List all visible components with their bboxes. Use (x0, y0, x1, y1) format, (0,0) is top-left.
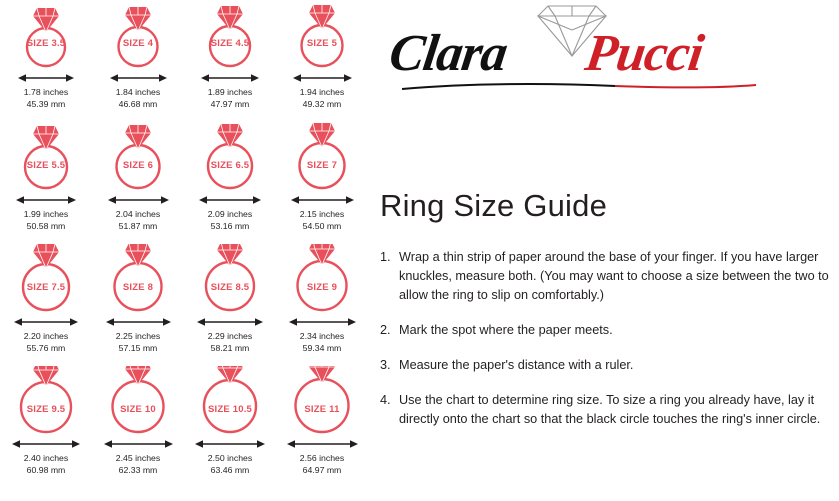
ring-illustration (0, 122, 92, 194)
size-inches: 2.20 inches (23, 331, 69, 341)
width-arrow (276, 316, 368, 328)
logo-underline (400, 82, 760, 92)
ring-illustration (92, 366, 184, 438)
ring-size-label: SIZE 5.5 (26, 160, 66, 171)
size-inches: 1.89 inches (207, 87, 253, 97)
size-measurements (184, 331, 276, 354)
size-inches: 2.45 inches (115, 453, 161, 463)
brand-name-first: Clara (385, 25, 511, 82)
width-arrow (276, 438, 368, 450)
size-mm: 51.87 mm (118, 220, 158, 231)
ring-size-label: SIZE 4.5 (210, 38, 250, 49)
size-cell (0, 244, 92, 366)
ring-illustration (276, 122, 368, 194)
ring-size-label: SIZE 9 (306, 282, 338, 293)
size-cell (92, 366, 184, 488)
size-cell (184, 122, 276, 244)
table-row (0, 366, 368, 488)
size-measurements (276, 87, 368, 110)
width-arrow (92, 72, 184, 84)
size-measurements (276, 453, 368, 476)
guide-steps (380, 248, 830, 445)
size-inches: 1.78 inches (23, 87, 69, 97)
width-arrow (184, 316, 276, 328)
size-inches: 2.50 inches (207, 453, 253, 463)
width-arrow (184, 72, 276, 84)
width-arrow (0, 316, 92, 328)
ring-size-label: SIZE 5 (306, 38, 338, 49)
size-cell (92, 122, 184, 244)
size-measurements (92, 87, 184, 110)
step-text: Wrap a thin strip of paper around the base of your finger. If you have larger knuckles, measure both. (You may want to choose a size between the two to allow the ring to slip on comfortably.) (399, 250, 829, 302)
step-number: 2. (380, 323, 391, 337)
ring-size-label: SIZE 10 (120, 404, 156, 415)
ring-size-label: SIZE 11 (304, 404, 340, 415)
size-measurements (0, 87, 92, 110)
ring-illustration (0, 244, 92, 316)
size-inches: 1.99 inches (23, 209, 69, 219)
ring-illustration (276, 244, 368, 316)
width-arrow (92, 316, 184, 328)
size-inches: 2.25 inches (115, 331, 161, 341)
ring-size-label: SIZE 3.5 (26, 38, 66, 49)
width-arrow (276, 194, 368, 206)
size-measurements (184, 453, 276, 476)
size-cell (0, 0, 92, 122)
width-arrow (0, 72, 92, 84)
size-mm: 54.50 mm (302, 220, 342, 231)
size-cell (184, 0, 276, 122)
ring-size-label: SIZE 10.5 (207, 404, 253, 415)
ring-size-label: SIZE 4 (122, 38, 154, 49)
size-inches: 2.04 inches (115, 209, 161, 219)
size-mm: 57.15 mm (118, 342, 158, 353)
size-measurements (92, 453, 184, 476)
ring-size-label: SIZE 9.5 (26, 404, 66, 415)
ring-illustration (184, 122, 276, 194)
size-cell (184, 366, 276, 488)
size-mm: 64.97 mm (302, 464, 342, 475)
ring-size-label: SIZE 7.5 (26, 282, 66, 293)
ring-size-label: SIZE 7 (306, 160, 338, 171)
list-item (380, 248, 830, 305)
ring-illustration (92, 244, 184, 316)
size-mm: 45.39 mm (26, 98, 66, 109)
size-mm: 50.58 mm (26, 220, 66, 231)
ring-illustration (0, 366, 92, 438)
size-mm: 58.21 mm (210, 342, 250, 353)
ring-illustration (0, 0, 92, 72)
step-number: 3. (380, 358, 391, 372)
size-measurements (0, 453, 92, 476)
size-inches: 2.40 inches (23, 453, 69, 463)
width-arrow (92, 438, 184, 450)
size-cell (276, 366, 368, 488)
size-inches: 2.29 inches (207, 331, 253, 341)
list-item (380, 356, 830, 375)
step-text: Mark the spot where the paper meets. (399, 323, 613, 337)
size-measurements (184, 209, 276, 232)
size-inches: 2.34 inches (299, 331, 345, 341)
size-mm: 63.46 mm (210, 464, 250, 475)
ring-size-label: SIZE 8.5 (210, 282, 250, 293)
size-mm: 49.32 mm (302, 98, 342, 109)
ring-size-label: SIZE 6.5 (210, 160, 250, 171)
step-number: 4. (380, 393, 391, 407)
size-cell (276, 122, 368, 244)
size-measurements (0, 209, 92, 232)
page-title: Ring Size Guide (380, 188, 608, 223)
size-mm: 60.98 mm (26, 464, 66, 475)
size-inches: 1.94 inches (299, 87, 345, 97)
ring-illustration (92, 122, 184, 194)
size-mm: 47.97 mm (210, 98, 250, 109)
size-measurements (92, 209, 184, 232)
size-inches: 2.09 inches (207, 209, 253, 219)
ring-illustration (184, 366, 276, 438)
guide-panel (372, 0, 839, 501)
width-arrow (184, 438, 276, 450)
width-arrow (276, 72, 368, 84)
width-arrow (92, 194, 184, 206)
width-arrow (184, 194, 276, 206)
width-arrow (0, 438, 92, 450)
table-row (0, 0, 368, 122)
size-cell (0, 122, 92, 244)
table-row (0, 122, 368, 244)
size-mm: 46.68 mm (118, 98, 158, 109)
size-cell (184, 244, 276, 366)
step-number: 1. (380, 250, 391, 264)
size-cell (92, 0, 184, 122)
ring-illustration (184, 244, 276, 316)
list-item (380, 321, 830, 340)
size-mm: 53.16 mm (210, 220, 250, 231)
brand-logo (380, 2, 780, 98)
ring-illustration (92, 0, 184, 72)
size-mm: 55.76 mm (26, 342, 66, 353)
size-cell (0, 366, 92, 488)
size-measurements (184, 87, 276, 110)
size-cell (276, 0, 368, 122)
size-inches: 2.15 inches (299, 209, 345, 219)
size-measurements (0, 331, 92, 354)
size-measurements (276, 209, 368, 232)
size-measurements (92, 331, 184, 354)
size-inches: 2.56 inches (299, 453, 345, 463)
size-inches: 1.84 inches (115, 87, 161, 97)
size-cell (92, 244, 184, 366)
step-text: Measure the paper's distance with a ruler. (399, 358, 634, 372)
brand-name-second: Pucci (581, 25, 707, 82)
ring-illustration (276, 0, 368, 72)
size-mm: 62.33 mm (118, 464, 158, 475)
ring-size-label: SIZE 8 (122, 282, 154, 293)
ring-illustration (276, 366, 368, 438)
ring-size-label: SIZE 6 (122, 160, 154, 171)
size-cell (276, 244, 368, 366)
ring-size-chart (0, 0, 368, 501)
ring-illustration (184, 0, 276, 72)
table-row (0, 244, 368, 366)
step-text: Use the chart to determine ring size. To size a ring you already have, lay it directly onto the chart so that the black circle touches the ring's inner circle. (399, 393, 821, 426)
size-mm: 59.34 mm (302, 342, 342, 353)
list-item (380, 391, 830, 429)
size-measurements (276, 331, 368, 354)
width-arrow (0, 194, 92, 206)
